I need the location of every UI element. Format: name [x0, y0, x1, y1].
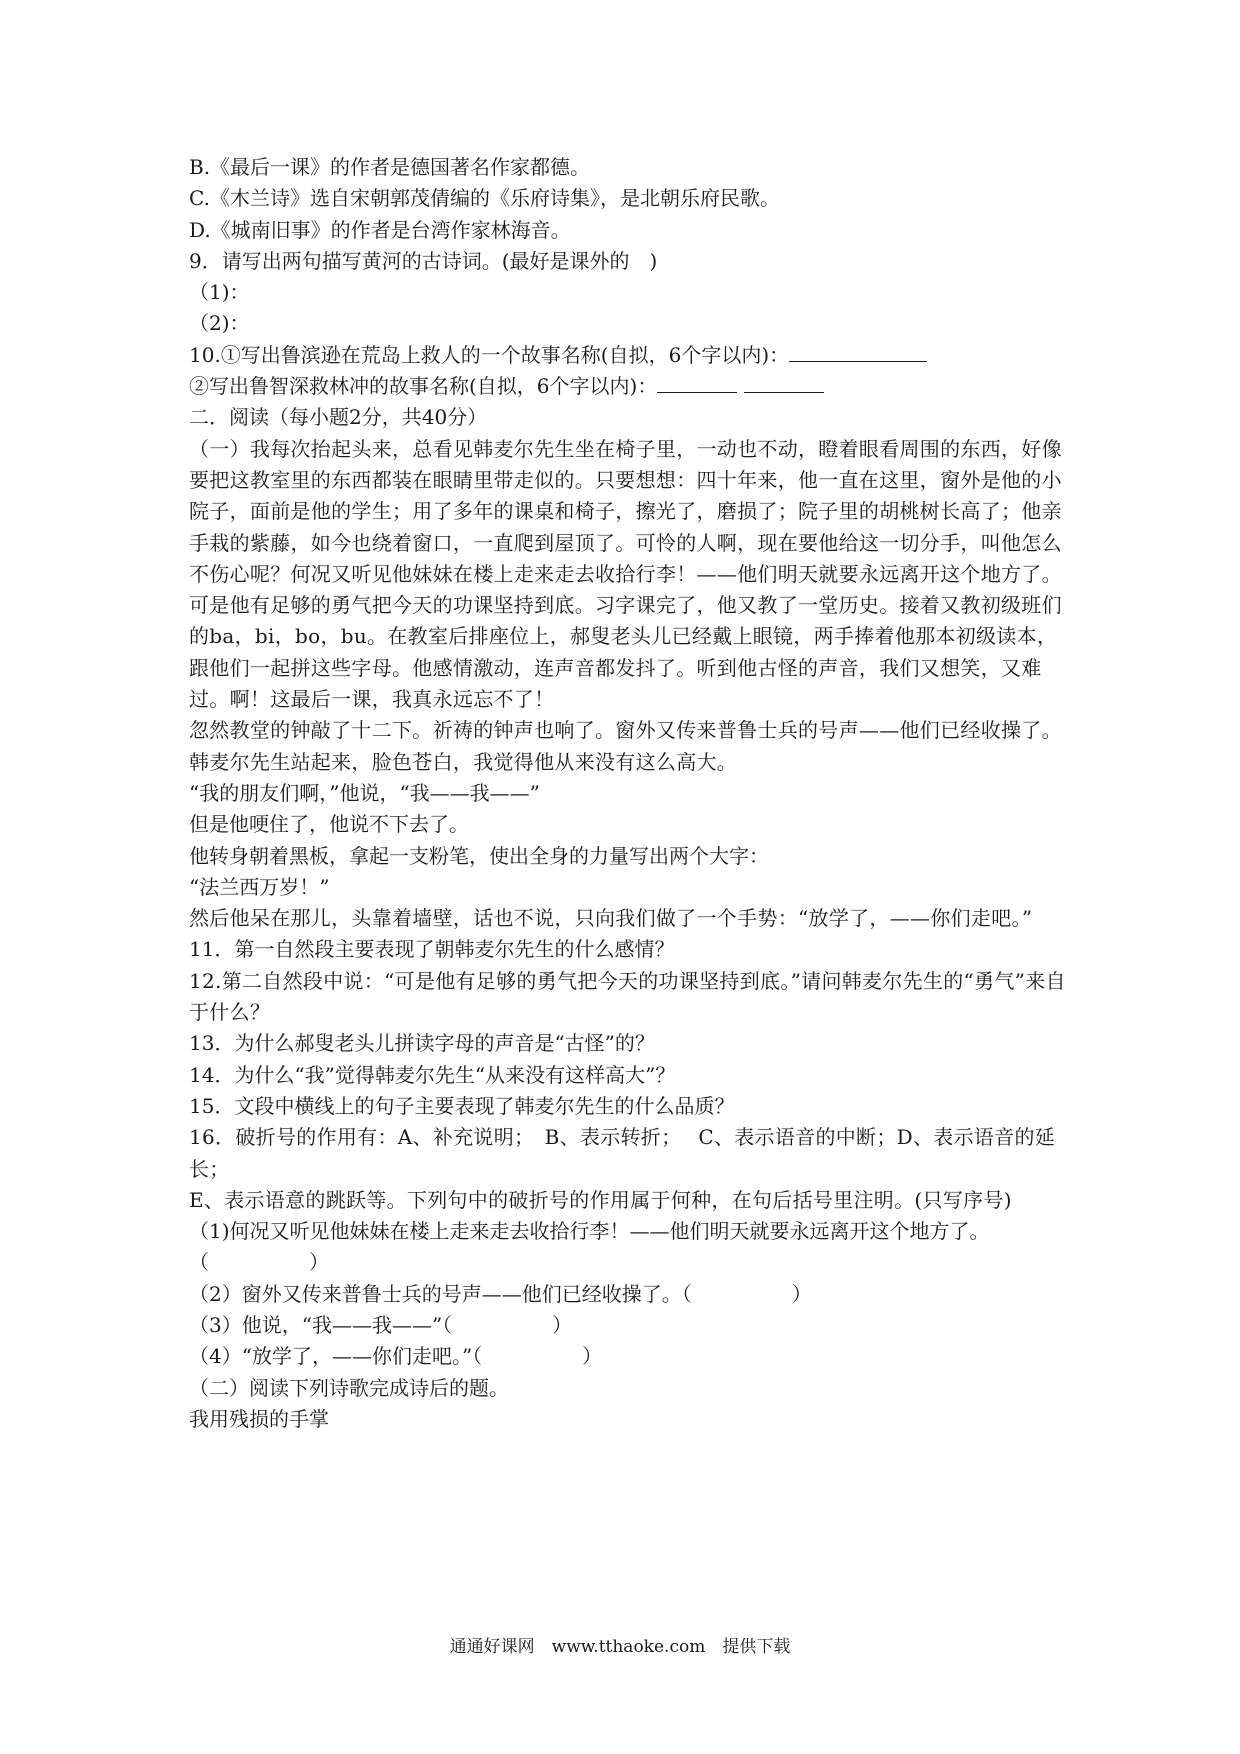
option-d: D.《城南旧事》的作者是台湾作家林海音。	[189, 217, 571, 242]
poem-section-title: （二）阅读下列诗歌完成诗后的题。	[189, 1375, 509, 1400]
sentence-4: （4）“放学了，——你们走吧。”（ ）	[189, 1344, 603, 1369]
passage-paragraph-3: 忽然教堂的钟敲了十二下。祈祷的钟声也响了。窗外又传来普鲁士兵的号声——他们已经收操了。韩麦尔先生站起来，脸色苍白，我觉得他从来没有这么高大。	[189, 718, 1062, 774]
question-10-1	[189, 340, 1069, 371]
footer-credit: 通通好课网 www.tthaoke.com 提供下载	[449, 1637, 791, 1657]
passage-paragraph-2: 可是他有足够的勇气把今天的功课坚持到底。习字课完了，他又教了一堂历史。接着又教初级班们的ba，bi，bo，bu。在教室后排座位上，郝叟老头儿已经戴上眼镜，两手捧着他那本初级读本，跟他们一起拼这些字母。他感情激动，连声音都发抖了。听到他古怪的声音，我们又想笑，又难过。啊！这最后一课，我真永远忘不了！	[189, 593, 1062, 712]
answer-blank	[744, 372, 824, 393]
section-reading-title: 二．阅读（每小题2分，共40分）	[189, 405, 488, 430]
sentence-3: （3）他说，“我——我——”（ ）	[189, 1312, 573, 1337]
answer-9-1: （1)：	[189, 280, 250, 305]
question-10-2	[189, 371, 1069, 402]
sentence-2: （2）窗外又传来普鲁士兵的号声——他们已经收操了。（ ）	[189, 1281, 812, 1306]
sentence-1: （1)何况又听见他妹妹在楼上走来走去收拾行李！——他们明天就要永远离开这个地方了。	[189, 1219, 990, 1244]
passage-paragraph-8: 然后他呆在那儿，头靠着墙壁，话也不说，只向我们做了一个手势：“放学了，——你们走吧。”	[189, 906, 1033, 931]
passage-paragraph-6: 他转身朝着黑板，拿起一支粉笔，使出全身的力量写出两个大字：	[189, 843, 769, 868]
answer-blank	[657, 372, 737, 393]
answer-blank	[789, 341, 927, 362]
passage-paragraph-4: “我的朋友们啊，”他说，“我——我——”	[189, 780, 540, 805]
question-15: 15．文段中横线上的句子主要表现了韩麦尔先生的什么品质？	[189, 1093, 735, 1118]
question-10-2-text: ②写出鲁智深救林冲的故事名称(自拟，6个字以内)：	[189, 374, 658, 399]
question-10-1-text: 10.①写出鲁滨逊在荒岛上救人的一个故事名称(自拟，6个字以内)：	[189, 342, 790, 367]
option-c: C.《木兰诗》选自宋朝郭茂倩编的《乐府诗集》，是北朝乐府民歌。	[189, 186, 780, 211]
option-b: B.《最后一课》的作者是德国著名作家都德。	[189, 155, 591, 179]
question-13: 13．为什么郝叟老头儿拼读字母的声音是“古怪”的？	[189, 1031, 655, 1056]
question-14: 14．为什么“我”觉得韩麦尔先生“从来没有这样高大”？	[189, 1062, 676, 1087]
question-12: 12.第二自然段中说：“可是他有足够的勇气把今天的功课坚持到底。”请问韩麦尔先生的“勇气”来自于什么？	[189, 968, 1066, 1025]
passage-paragraph-7: “法兰西万岁！”	[189, 874, 330, 899]
passage-paragraph-5: 但是他哽住了，他说不下去了。	[189, 812, 469, 837]
passage-paragraph-1: （一）我每次抬起头来，总看见韩麦尔先生坐在椅子里，一动也不动，瞪着眼看周围的东西，好像要把这教室里的东西都装在眼睛里带走似的。只要想想：四十年来，他一直在这里，窗外是他的小院子，面前是他的学生；用了多年的课桌和椅子，擦光了，磨损了；院子里的胡桃树长高了；他亲手栽的紫藤，如今也绕着窗口，一直爬到屋顶了。可怜的人啊，现在要他给这一切分手，叫他怎么不伤心呢？何况又听见他妹妹在楼上走来走去收拾行李！——他们明天就要永远离开这个地方了。	[189, 436, 1062, 586]
question-9: 9．请写出两句描写黄河的古诗词。(最好是课外的 )	[189, 248, 658, 273]
sentence-1-answer: （ ）	[189, 1250, 329, 1275]
question-16-instruction: E、表示语意的跳跃等。下列句中的破折号的作用属于何种，在句后括号里注明。(只写序号)	[189, 1187, 1012, 1212]
question-16-options: 16．破折号的作用有：A、补充说明； B、表示转折； C、表示语音的中断；D、表示语音的延长；	[189, 1125, 1056, 1181]
poem-title: 我用残损的手掌	[189, 1406, 329, 1431]
exam-content	[189, 152, 1069, 1435]
answer-9-2: （2)：	[189, 311, 250, 336]
question-11: 11．第一自然段主要表现了朝韩麦尔先生的什么感情？	[189, 937, 675, 962]
